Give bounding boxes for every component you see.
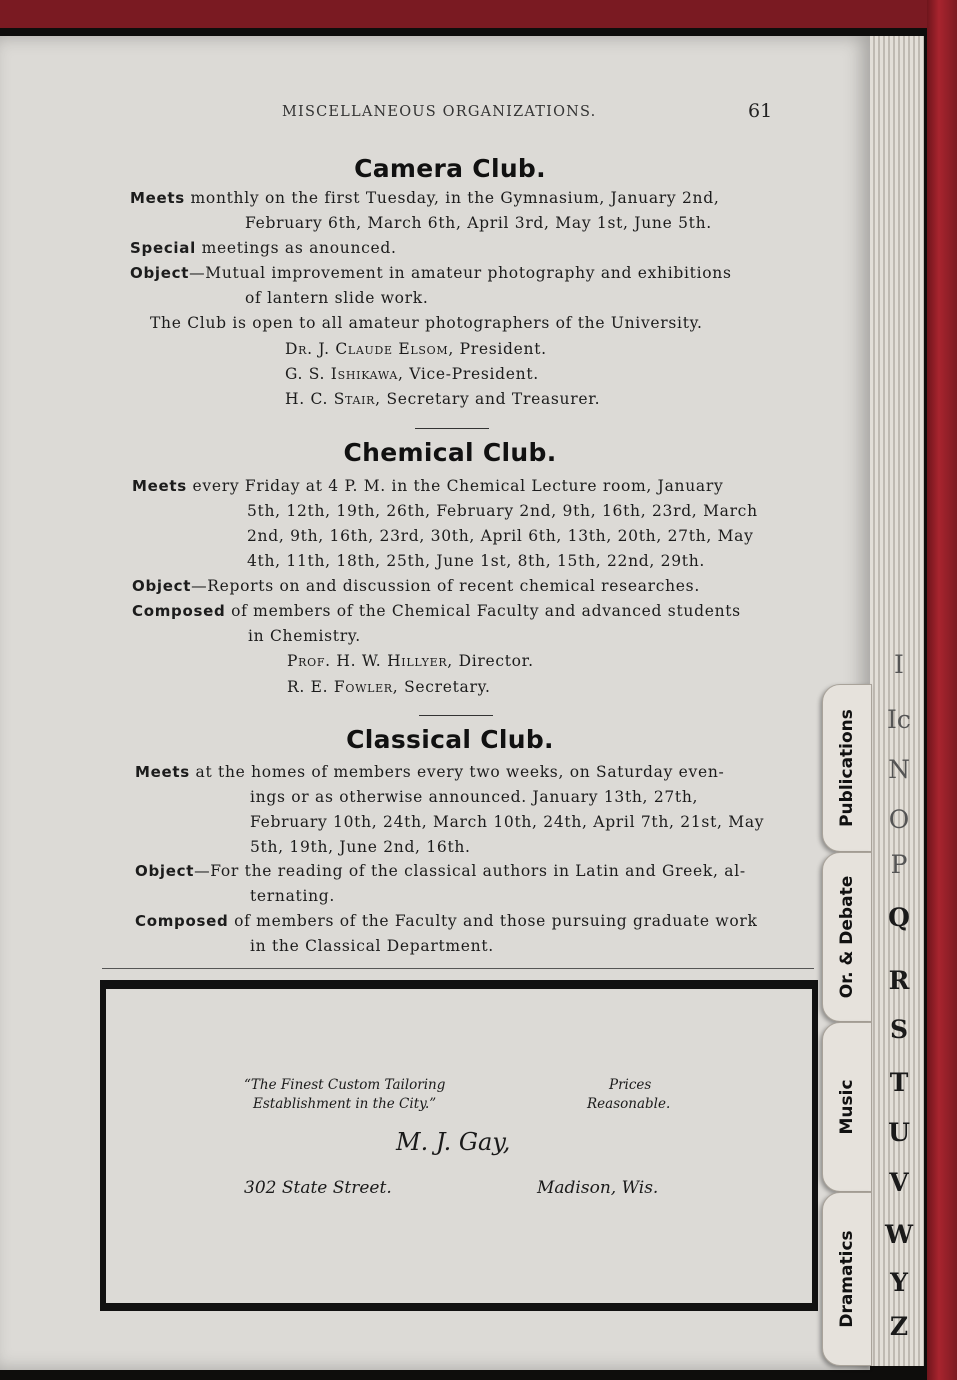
chemical-object: Object—Reports on and discussion of recent chemical researches. [132,577,700,595]
page-number: 61 [748,100,773,122]
index-letter[interactable]: U [888,1118,910,1147]
camera-special: Special meetings as anounced. [130,239,397,257]
chemical-composed-line-2: in Chemistry. [248,627,361,645]
camera-club-title: Camera Club. [354,154,546,183]
index-letter[interactable]: W [884,1220,914,1249]
index-letter[interactable]: R [888,966,910,995]
index-letter[interactable]: Z [889,1312,909,1341]
tab-music[interactable]: Music [822,1022,872,1192]
camera-note: The Club is open to all amateur photographers of the University. [150,314,703,332]
camera-meets-line-1: Meets monthly on the first Tuesday, in the Gymnasium, January 2nd, [130,189,720,207]
chemical-meets-line-1: Meets every Friday at 4 P. M. in the Chemical Lecture room, January [132,477,724,495]
camera-officer: G. S. Ishikawa, Vice-President. [285,365,539,383]
classical-composed-line-1: Composed of members of the Faculty and those pursuing graduate work [135,912,758,930]
chemical-meets-line-3: 2nd, 9th, 16th, 23rd, 30th, April 6th, 13th, 20th, 27th, May [247,527,754,545]
index-letter[interactable]: Y [890,1268,908,1297]
tab-dramatics[interactable]: Dramatics [822,1192,872,1366]
binding-top [0,0,957,28]
ad-prices-line-1: Prices [609,1077,652,1093]
section-divider [415,428,489,429]
camera-officer: H. C. Stair, Secretary and Treasurer. [285,390,601,408]
running-header [0,100,870,124]
ad-tailor-name: M. J. Gay, [396,1128,511,1156]
classical-meets-line-3: February 10th, 24th, March 10th, 24th, April 7th, 21st, May [250,813,765,831]
classical-club-title: Classical Club. [346,725,554,754]
classical-object-line-2: ternating. [250,887,336,905]
ad-address: 302 State Street. [244,1178,392,1198]
tab-publications[interactable]: Publications [822,684,872,852]
classical-object-line-1: Object—For the reading of the classical authors in Latin and Greek, al- [135,862,746,880]
ad-quote-line-1: “The Finest Custom Tailoring [244,1077,446,1093]
binding-right [927,0,957,1380]
chemical-composed-line-1: Composed of members of the Chemical Faculty and advanced students [132,602,741,620]
camera-object-line-1: Object—Mutual improvement in amateur photography and exhibitions [130,264,732,282]
index-letter[interactable]: P [890,850,908,879]
chemical-meets-line-4: 4th, 11th, 18th, 25th, June 1st, 8th, 15th, 22nd, 29th. [247,552,706,570]
ad-separator-rule [102,968,814,969]
camera-officer: Dr. J. Claude Elsom, President. [285,340,547,358]
index-letter[interactable]: N [888,755,910,784]
index-letter[interactable]: I [894,650,904,679]
chemical-officer: Prof. H. W. Hillyer, Director. [287,652,534,670]
classical-meets-line-2: ings or as otherwise announced. January 13th, 27th, [250,788,699,806]
index-letter[interactable]: T [889,1068,909,1097]
index-letter[interactable]: S [889,1015,909,1044]
ad-quote-line-2: Establishment in the City.” [253,1096,437,1112]
classical-meets-line-4: 5th, 19th, June 2nd, 16th. [250,838,471,856]
ad-city: Madison, Wis. [537,1178,659,1198]
page-edges [868,36,924,1366]
camera-object-line-2: of lantern slide work. [245,289,429,307]
index-letter[interactable]: Ic [887,705,911,734]
index-letter[interactable]: V [889,1168,909,1197]
classical-meets-line-1: Meets at the homes of members every two weeks, on Saturday even- [135,763,725,781]
tab-oratory-debate[interactable]: Or. & Debate [822,852,872,1022]
chemical-club-title: Chemical Club. [343,438,557,467]
index-letter[interactable]: Q [888,903,910,932]
camera-meets-line-2: February 6th, March 6th, April 3rd, May 1st, June 5th. [245,214,712,232]
ad-prices-line-2: Reasonable. [587,1096,671,1112]
section-divider [419,715,493,716]
chemical-officer: R. E. Fowler, Secretary. [287,678,491,696]
chemical-meets-line-2: 5th, 12th, 19th, 26th, February 2nd, 9th, 16th, 23rd, March [247,502,758,520]
index-letter[interactable]: O [888,805,910,834]
classical-composed-line-2: in the Classical Department. [250,937,494,955]
header-title: MISCELLANEOUS ORGANIZATIONS. [282,104,597,120]
